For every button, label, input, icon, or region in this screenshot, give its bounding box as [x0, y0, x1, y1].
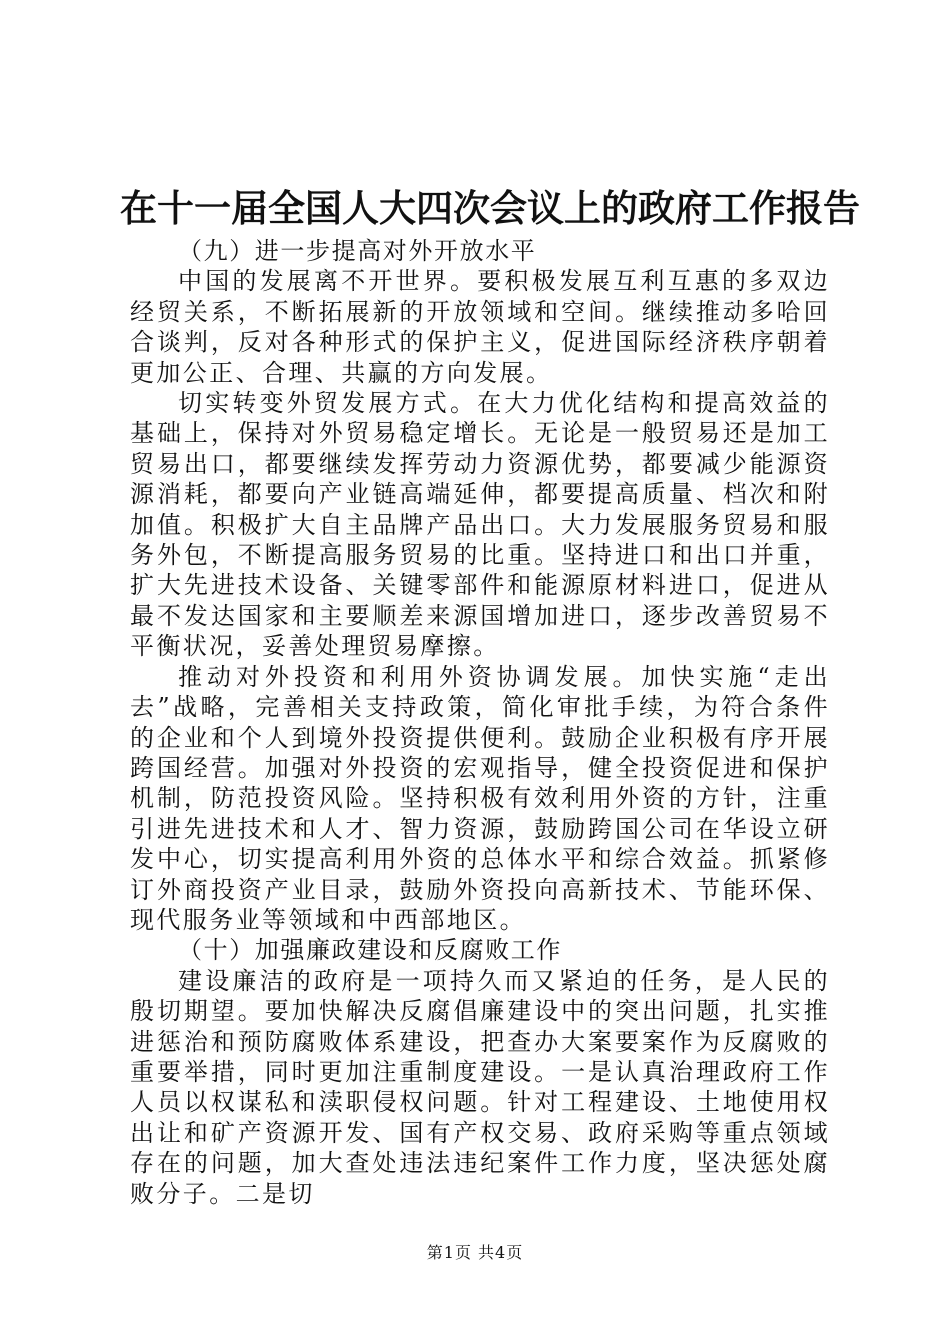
page-number-footer: 第1页 共4页: [426, 1243, 524, 1262]
paragraph: 建设廉洁的政府是一项持久而又紧迫的任务，是人民的殷切期望。要加快解决反腐倡廉建设中的突出问题，扎实推进惩治和预防腐败体系建设，把查办大案要案作为反腐败的重要举措，同时更加注重制度建设。一是认真治理政府工作人员以权谋私和渎职侵权问题。针对工程建设、土地使用权出让和矿产资源开发、国有产权交易、政府采购等重点领域存在的问题，加大查处违法违纪案件工作力度，坚决惩处腐败分子。二是切: [130, 966, 830, 1208]
paragraph: 中国的发展离不开世界。要积极发展互利互惠的多双边经贸关系，不断拓展新的开放领域和空间。继续推动多哈回合谈判，反对各种形式的保护主义，促进国际经济秩序朝着更加公正、合理、共赢的方向发展。: [130, 267, 830, 387]
document-title: 在十一届全国人大四次会议上的政府工作报告: [120, 186, 860, 230]
paragraph: 切实转变外贸发展方式。在大力优化结构和提高效益的基础上，保持对外贸易稳定增长。无论是一般贸易还是加工贸易出口，都要继续发挥劳动力资源优势，都要减少能源资源消耗，都要向产业链高端延伸，都要提高质量、档次和附加值。积极扩大自主品牌产品出口。大力发展服务贸易和服务外包，不断提高服务贸易的比重。坚持进口和出口并重，扩大先进技术设备、关键零部件和能源原材料进口，促进从最不发达国家和主要顺差来源国增加进口，逐步改善贸易不平衡状况，妥善处理贸易摩擦。: [130, 389, 830, 661]
document-body: [130, 236, 830, 1209]
section-heading-10: （十）加强廉政建设和反腐败工作: [178, 936, 562, 965]
paragraph: 推动对外投资和利用外资协调发展。加快实施“走出去”战略，完善相关支持政策，简化审批手续，为符合条件的企业和个人到境外投资提供便利。鼓励企业积极有序开展跨国经营。加强对外投资的宏观指导，健全投资促进和保护机制，防范投资风险。坚持积极有效利用外资的方针，注重引进先进技术和人才、智力资源，鼓励跨国公司在华设立研发中心，切实提高利用外资的总体水平和综合效益。抓紧修订外商投资产业目录，鼓励外资投向高新技术、节能环保、现代服务业等领域和中西部地区。: [130, 662, 830, 934]
section-heading-9: （九）进一步提高对外开放水平: [178, 237, 537, 265]
